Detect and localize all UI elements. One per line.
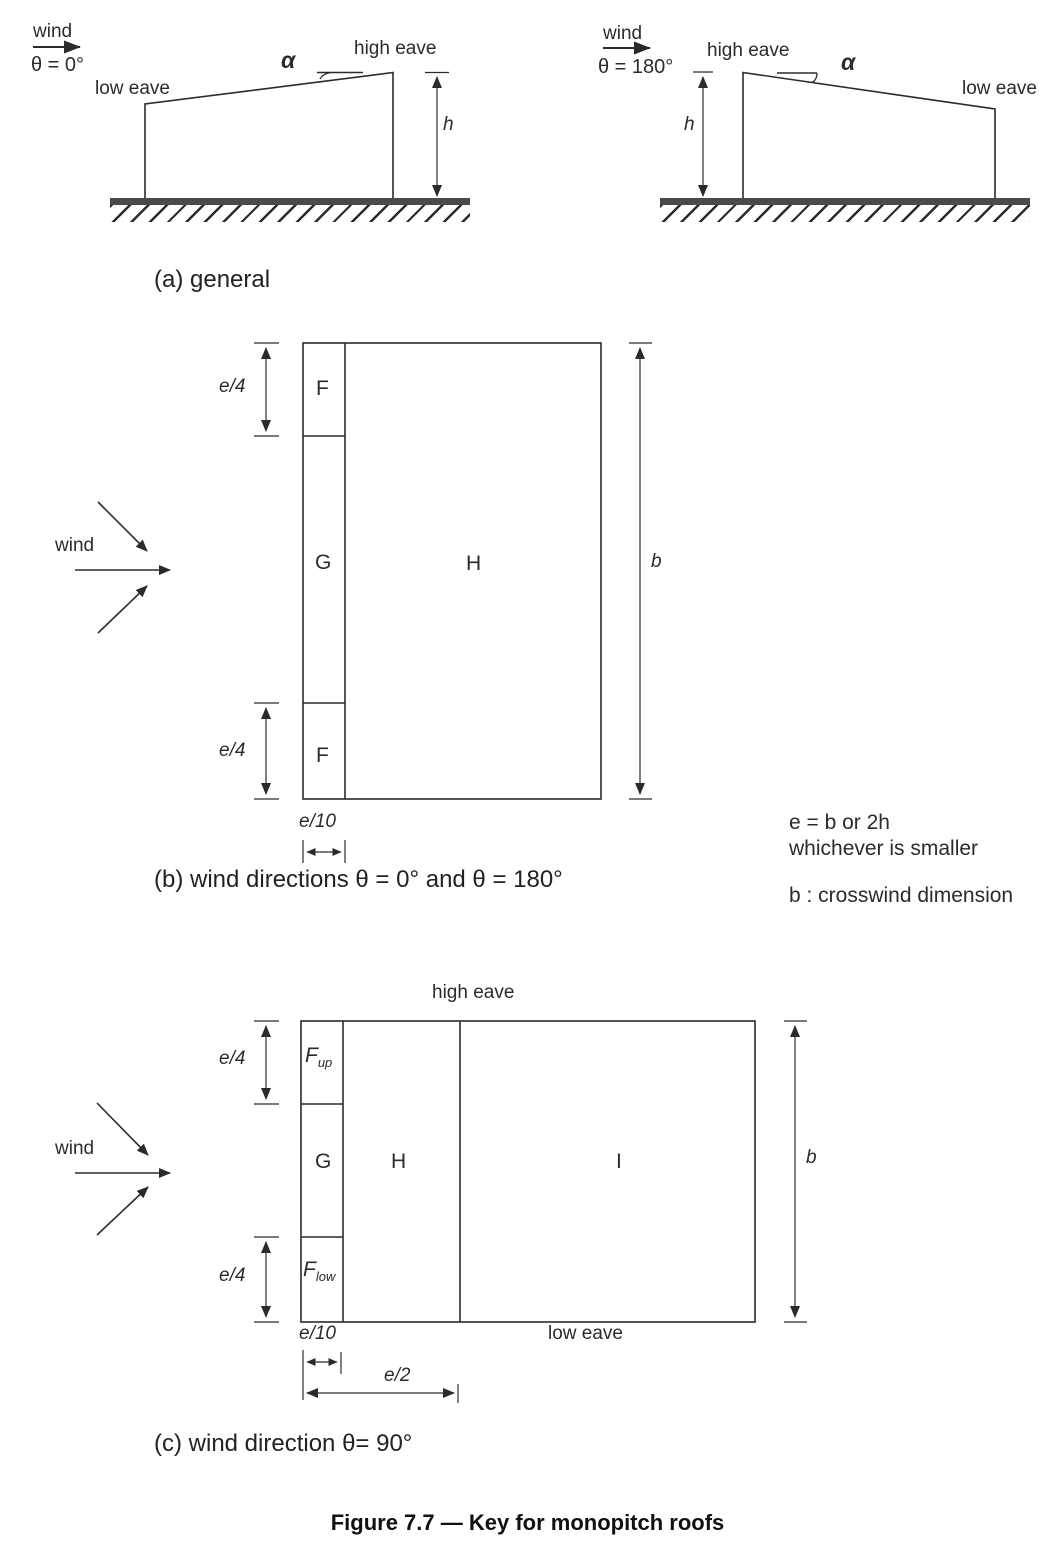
plan-c-dimensions <box>254 1021 807 1403</box>
wind-label-theta180: wind <box>603 23 643 44</box>
zone-h-c: H <box>391 1150 407 1173</box>
zone-g-b: G <box>315 551 332 574</box>
dim-b-label-c: b <box>806 1147 817 1168</box>
ground-line-right <box>660 198 1030 205</box>
low-eave-label-c: low eave <box>548 1323 623 1344</box>
theta180-label: θ = 180° <box>598 56 674 78</box>
note-e-definition: e = b or 2h <box>789 811 890 834</box>
zone-f-low-sub: low <box>315 1269 336 1285</box>
height-label-left: h <box>443 114 454 135</box>
ground-hatch-left <box>110 205 470 222</box>
h-dimension-right <box>693 72 713 196</box>
alpha-label-right: α <box>841 49 856 75</box>
zone-f-up <box>305 1044 332 1070</box>
alpha-label-left: α <box>281 47 296 73</box>
dim-b-label-b: b <box>651 551 662 572</box>
ground-hatch-right <box>660 205 1030 222</box>
dim-e4-top-c: e/4 <box>219 1048 246 1069</box>
high-eave-label-c: high eave <box>432 982 515 1003</box>
wind-arrows-c <box>75 1103 170 1235</box>
zone-f-low-base: F <box>303 1258 316 1281</box>
dim-e10-c: e/10 <box>299 1323 336 1344</box>
plan-c-outline <box>301 1021 755 1322</box>
note-b-definition: b : crosswind dimension <box>789 884 1014 907</box>
dim-e10-b: e/10 <box>299 811 336 832</box>
dim-e4-bottom-c: e/4 <box>219 1265 246 1286</box>
zone-f-bottom: F <box>316 744 329 767</box>
zone-f-up-base: F <box>305 1044 318 1067</box>
zone-h-b: H <box>466 552 482 575</box>
wind-label-c: wind <box>55 1138 95 1159</box>
wind-label-b: wind <box>55 535 95 556</box>
plan-b-outline <box>303 343 601 799</box>
low-eave-label-right: low eave <box>962 78 1037 99</box>
figure-caption: Figure 7.7 — Key for monopitch roofs <box>330 1510 725 1535</box>
caption-b: (b) wind directions θ = 0° and θ = 180° <box>154 866 563 893</box>
zone-g-c: G <box>315 1150 332 1173</box>
zone-f-low <box>303 1258 335 1284</box>
zone-f-top: F <box>316 377 329 400</box>
dim-e4-bottom-b: e/4 <box>219 740 246 761</box>
height-label-right: h <box>684 114 695 135</box>
wind-arrows-b <box>75 502 170 633</box>
building-theta0-outline <box>33 47 449 200</box>
zone-f-up-sub: up <box>317 1055 333 1071</box>
plan-b-dimensions <box>254 343 652 863</box>
note-whichever-smaller: whichever is smaller <box>789 837 979 860</box>
high-eave-label-right: high eave <box>707 40 790 61</box>
high-eave-label-left: high eave <box>354 38 437 59</box>
dim-e4-top-b: e/4 <box>219 376 246 397</box>
ground-line-left <box>110 198 470 205</box>
theta0-label: θ = 0° <box>31 54 85 76</box>
low-eave-label-left: low eave <box>95 78 170 99</box>
zone-i-c: I <box>616 1150 622 1173</box>
dim-e2-c: e/2 <box>384 1365 411 1386</box>
wind-label-theta0: wind <box>33 21 73 42</box>
caption-c: (c) wind direction θ= 90° <box>154 1430 413 1457</box>
caption-a: (a) general <box>154 266 271 293</box>
